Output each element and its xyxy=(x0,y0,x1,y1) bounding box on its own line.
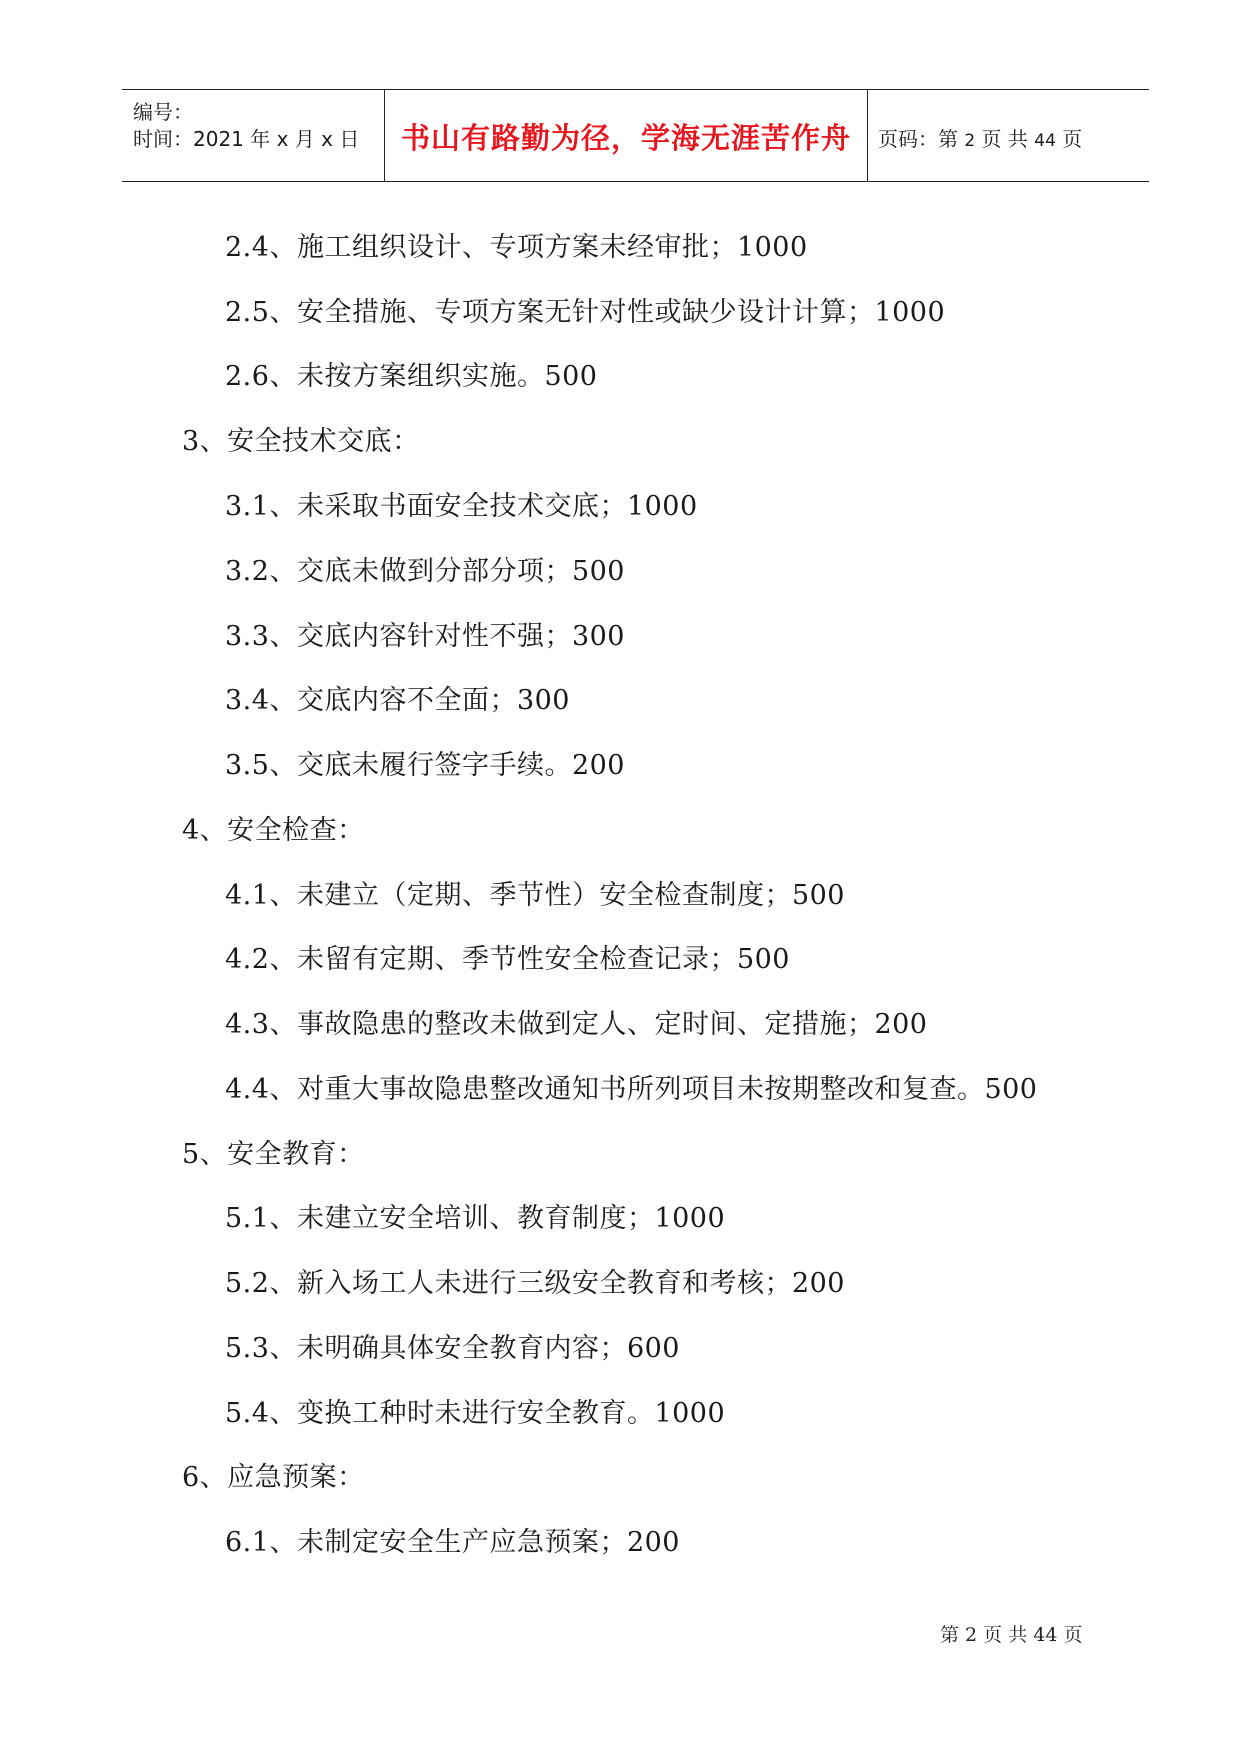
list-item: 2.6、未按方案组织实施。500 xyxy=(225,361,598,392)
list-item: 5.2、新入场工人未进行三级安全教育和考核；200 xyxy=(225,1268,845,1299)
list-item: 5.3、未明确具体安全教育内容；600 xyxy=(225,1333,680,1364)
list-item: 6.1、未制定安全生产应急预案；200 xyxy=(225,1527,680,1558)
list-item: 4.3、事故隐患的整改未做到定人、定时间、定措施；200 xyxy=(225,1009,928,1040)
list-item: 2.4、施工组织设计、专项方案未经审批；1000 xyxy=(225,232,808,263)
header-slogan: 书山有路勤为径，学海无涯苦作舟 xyxy=(400,121,851,155)
list-item: 4.4、对重大事故隐患整改通知书所列项目未按期整改和复查。500 xyxy=(225,1074,1038,1105)
list-item: 3.1、未采取书面安全技术交底；1000 xyxy=(225,491,698,522)
page-header xyxy=(122,89,1149,182)
section-heading: 5、安全教育： xyxy=(182,1139,365,1170)
list-item: 4.2、未留有定期、季节性安全检查记录；500 xyxy=(225,944,790,975)
page-code-prefix: 页码：第 xyxy=(878,127,958,151)
page-code-mid: 页 共 xyxy=(981,127,1028,151)
header-meta-cell xyxy=(122,90,384,181)
document-time-label: 时间：2021 年 x 月 x 日 xyxy=(133,127,360,151)
header-page-code-cell xyxy=(868,90,1149,181)
list-item: 3.4、交底内容不全面；300 xyxy=(225,685,570,716)
list-item: 5.4、变换工种时未进行安全教育。1000 xyxy=(225,1398,726,1429)
page-code-total: 44 xyxy=(1034,131,1056,151)
page-code-current: 2 xyxy=(964,131,976,151)
list-item: 3.2、交底未做到分部分项；500 xyxy=(225,556,625,587)
header-slogan-cell xyxy=(384,90,868,181)
header-page-code xyxy=(878,123,1082,152)
list-item: 4.1、未建立（定期、季节性）安全检查制度；500 xyxy=(225,880,845,911)
list-item: 5.1、未建立安全培训、教育制度；1000 xyxy=(225,1203,726,1234)
list-item: 3.5、交底未履行签字手续。200 xyxy=(225,750,625,781)
section-heading: 6、应急预案： xyxy=(182,1462,365,1493)
page-code-suffix: 页 xyxy=(1062,127,1083,151)
list-item: 3.3、交底内容针对性不强；300 xyxy=(225,621,625,652)
list-item: 2.5、安全措施、专项方案无针对性或缺少设计计算；1000 xyxy=(225,297,946,328)
page-footer: 第 2 页 共 44 页 xyxy=(940,1624,1083,1646)
section-heading: 3、安全技术交底： xyxy=(182,426,420,457)
section-heading: 4、安全检查： xyxy=(182,815,365,846)
document-number-label: 编号： xyxy=(133,100,193,124)
